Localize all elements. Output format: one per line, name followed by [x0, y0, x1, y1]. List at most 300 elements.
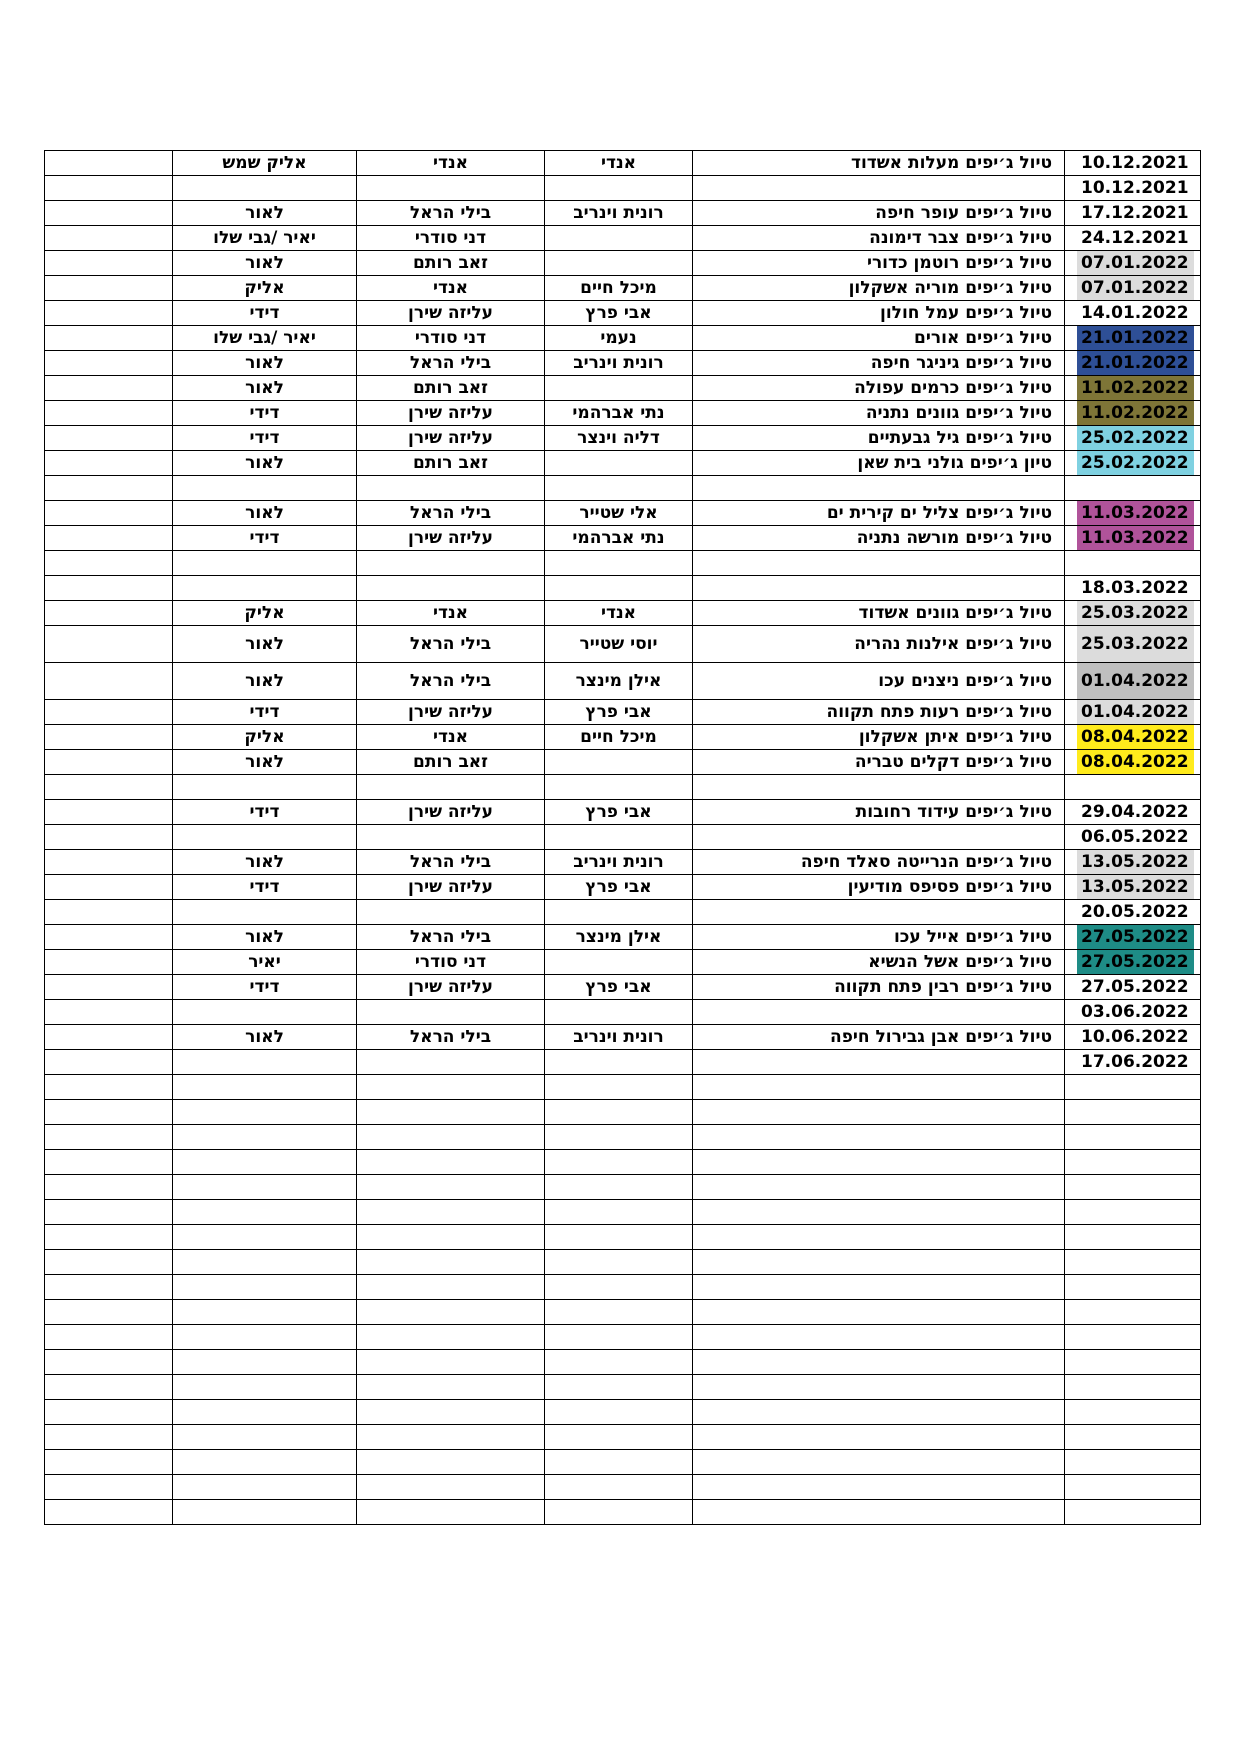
staff-cell: לאור	[173, 1025, 357, 1050]
date-text: 07.01.2022	[1077, 277, 1193, 299]
notes-cell	[45, 1125, 173, 1150]
date-cell	[1065, 1400, 1201, 1425]
date-cell	[1065, 176, 1201, 201]
date-text: 27.05.2022	[1077, 926, 1193, 948]
event-cell: טיול ג׳יפים עופר חיפה	[693, 201, 1065, 226]
table-row	[45, 201, 1201, 226]
contact-cell	[545, 476, 693, 501]
guide-cell: אנדי	[357, 276, 545, 301]
date-cell	[1065, 950, 1201, 975]
date-cell	[1065, 551, 1201, 576]
notes-cell	[45, 1475, 173, 1500]
table-row	[45, 601, 1201, 626]
table-row	[45, 825, 1201, 850]
date-cell	[1065, 1450, 1201, 1475]
event-cell	[693, 1225, 1065, 1250]
guide-cell	[357, 1375, 545, 1400]
contact-cell	[545, 1125, 693, 1150]
date-text: 18.03.2022	[1081, 578, 1189, 598]
staff-cell: דידי	[173, 401, 357, 426]
event-cell: טיול ג׳יפים הנרייטה סאלד חיפה	[693, 850, 1065, 875]
event-cell	[693, 1150, 1065, 1175]
staff-cell	[173, 1075, 357, 1100]
notes-cell	[45, 1325, 173, 1350]
guide-cell	[357, 1250, 545, 1275]
notes-cell	[45, 426, 173, 451]
staff-cell: אליק שמש	[173, 151, 357, 176]
table-row	[45, 1325, 1201, 1350]
notes-cell	[45, 601, 173, 626]
date-text: 11.02.2022	[1077, 377, 1193, 399]
guide-cell: עליזה שירן	[357, 426, 545, 451]
staff-cell: לאור	[173, 451, 357, 476]
guide-cell: דני סודרי	[357, 226, 545, 251]
event-cell: טיול ג׳יפים מוריה אשקלון	[693, 276, 1065, 301]
notes-cell	[45, 800, 173, 825]
contact-cell	[545, 251, 693, 276]
contact-cell	[545, 1175, 693, 1200]
staff-cell: דידי	[173, 875, 357, 900]
staff-cell: אליק	[173, 725, 357, 750]
staff-cell	[173, 1300, 357, 1325]
guide-cell: זאב רותם	[357, 376, 545, 401]
guide-cell	[357, 1350, 545, 1375]
date-cell	[1065, 1175, 1201, 1200]
date-text: 17.06.2022	[1081, 1052, 1189, 1072]
event-cell	[693, 825, 1065, 850]
guide-cell: בילי הראל	[357, 501, 545, 526]
guide-cell	[357, 825, 545, 850]
staff-cell: לאור	[173, 750, 357, 775]
guide-cell	[357, 1200, 545, 1225]
guide-cell: עליזה שירן	[357, 301, 545, 326]
event-cell: טיול ג׳יפים עמל חולון	[693, 301, 1065, 326]
notes-cell	[45, 1200, 173, 1225]
date-cell	[1065, 251, 1201, 276]
guide-cell	[357, 1150, 545, 1175]
staff-cell	[173, 1175, 357, 1200]
table-row	[45, 401, 1201, 426]
staff-cell	[173, 1375, 357, 1400]
guide-cell	[357, 1050, 545, 1075]
date-cell	[1065, 875, 1201, 900]
notes-cell	[45, 551, 173, 576]
staff-cell: לאור	[173, 501, 357, 526]
event-cell	[693, 1325, 1065, 1350]
staff-cell	[173, 1350, 357, 1375]
guide-cell: בילי הראל	[357, 626, 545, 663]
table-row	[45, 1175, 1201, 1200]
notes-cell	[45, 725, 173, 750]
table-row	[45, 1025, 1201, 1050]
date-text: 10.12.2021	[1081, 178, 1189, 198]
date-cell	[1065, 451, 1201, 476]
staff-cell: אליק	[173, 276, 357, 301]
table-row	[45, 1425, 1201, 1450]
notes-cell	[45, 501, 173, 526]
contact-cell	[545, 1300, 693, 1325]
guide-cell	[357, 1000, 545, 1025]
notes-cell	[45, 301, 173, 326]
notes-cell	[45, 1250, 173, 1275]
contact-cell	[545, 1000, 693, 1025]
event-cell: טיול ג׳יפים ניצנים עכו	[693, 663, 1065, 700]
table-row	[45, 451, 1201, 476]
date-cell	[1065, 1100, 1201, 1125]
notes-cell	[45, 151, 173, 176]
date-text: 25.03.2022	[1077, 602, 1193, 624]
contact-cell	[545, 1200, 693, 1225]
table-row	[45, 725, 1201, 750]
notes-cell	[45, 526, 173, 551]
date-text: 08.04.2022	[1077, 751, 1193, 773]
table-row	[45, 850, 1201, 875]
date-cell	[1065, 1250, 1201, 1275]
staff-cell	[173, 1475, 357, 1500]
table-row	[45, 526, 1201, 551]
notes-cell	[45, 1075, 173, 1100]
guide-cell: עליזה שירן	[357, 401, 545, 426]
contact-cell	[545, 1475, 693, 1500]
table-row	[45, 1250, 1201, 1275]
staff-cell	[173, 1225, 357, 1250]
date-text: 27.05.2022	[1077, 951, 1193, 973]
table-row	[45, 900, 1201, 925]
date-text: 14.01.2022	[1081, 303, 1189, 323]
date-cell	[1065, 1225, 1201, 1250]
table-row	[45, 1150, 1201, 1175]
staff-cell: יאיר /גבי שלו	[173, 326, 357, 351]
event-cell	[693, 551, 1065, 576]
date-cell	[1065, 1050, 1201, 1075]
guide-cell	[357, 1225, 545, 1250]
event-cell	[693, 1275, 1065, 1300]
staff-cell: לאור	[173, 663, 357, 700]
date-cell	[1065, 1275, 1201, 1300]
notes-cell	[45, 1000, 173, 1025]
notes-cell	[45, 326, 173, 351]
event-cell: טיול ג׳יפים עידוד רחובות	[693, 800, 1065, 825]
date-text: 11.03.2022	[1077, 502, 1193, 524]
guide-cell: עליזה שירן	[357, 700, 545, 725]
guide-cell: אנדי	[357, 725, 545, 750]
notes-cell	[45, 825, 173, 850]
contact-cell	[545, 1425, 693, 1450]
event-cell: טיול ג׳יפים גיל גבעתיים	[693, 426, 1065, 451]
table-row	[45, 426, 1201, 451]
contact-cell: אילן מינצר	[545, 663, 693, 700]
event-cell: טיול ג׳יפים פסיפס מודיעין	[693, 875, 1065, 900]
guide-cell: בילי הראל	[357, 351, 545, 376]
table-row	[45, 975, 1201, 1000]
staff-cell	[173, 576, 357, 601]
schedule-table	[44, 150, 1201, 1525]
notes-cell	[45, 276, 173, 301]
event-cell: טיול ג׳יפים רוטמן כדורי	[693, 251, 1065, 276]
table-row	[45, 176, 1201, 201]
staff-cell	[173, 176, 357, 201]
table-row	[45, 1475, 1201, 1500]
guide-cell	[357, 551, 545, 576]
contact-cell	[545, 176, 693, 201]
staff-cell	[173, 1150, 357, 1175]
date-cell	[1065, 626, 1201, 663]
event-cell: טיול ג׳יפים דקלים טבריה	[693, 750, 1065, 775]
contact-cell: מיכל חיים	[545, 276, 693, 301]
contact-cell: נתי אברהמי	[545, 526, 693, 551]
event-cell: טיול ג׳יפים אילנות נהריה	[693, 626, 1065, 663]
date-cell	[1065, 476, 1201, 501]
contact-cell	[545, 1250, 693, 1275]
event-cell: טיול ג׳יפים רבין פתח תקווה	[693, 975, 1065, 1000]
date-cell	[1065, 526, 1201, 551]
contact-cell: אלי שטייר	[545, 501, 693, 526]
event-cell	[693, 1350, 1065, 1375]
date-text: 11.03.2022	[1077, 527, 1193, 549]
notes-cell	[45, 700, 173, 725]
date-cell	[1065, 151, 1201, 176]
contact-cell	[545, 1500, 693, 1525]
staff-cell: דידי	[173, 800, 357, 825]
table-row	[45, 1400, 1201, 1425]
contact-cell	[545, 1375, 693, 1400]
contact-cell: נעמי	[545, 326, 693, 351]
date-cell	[1065, 725, 1201, 750]
notes-cell	[45, 1175, 173, 1200]
contact-cell	[545, 1400, 693, 1425]
event-cell: טיול ג׳יפים איתן אשקלון	[693, 725, 1065, 750]
event-cell: טיול ג׳יפים אשל הנשיא	[693, 950, 1065, 975]
table-row	[45, 1000, 1201, 1025]
date-text: 07.01.2022	[1077, 252, 1193, 274]
notes-cell	[45, 251, 173, 276]
date-text: 29.04.2022	[1081, 802, 1189, 822]
table-row	[45, 301, 1201, 326]
table-row	[45, 1375, 1201, 1400]
date-text: 24.12.2021	[1081, 228, 1189, 248]
table-row	[45, 501, 1201, 526]
contact-cell: אבי פרץ	[545, 800, 693, 825]
event-cell	[693, 1475, 1065, 1500]
guide-cell: דני סודרי	[357, 326, 545, 351]
notes-cell	[45, 950, 173, 975]
date-cell	[1065, 1475, 1201, 1500]
date-cell	[1065, 825, 1201, 850]
date-text: 21.01.2022	[1077, 352, 1193, 374]
guide-cell: זאב רותם	[357, 251, 545, 276]
date-cell	[1065, 900, 1201, 925]
contact-cell	[545, 1450, 693, 1475]
date-text: 27.05.2022	[1081, 977, 1189, 997]
date-cell	[1065, 201, 1201, 226]
staff-cell: דידי	[173, 426, 357, 451]
event-cell: טיול ג׳יפים גוונים אשדוד	[693, 601, 1065, 626]
contact-cell	[545, 950, 693, 975]
guide-cell	[357, 1475, 545, 1500]
event-cell	[693, 1100, 1065, 1125]
table-row	[45, 925, 1201, 950]
contact-cell	[545, 775, 693, 800]
contact-cell	[545, 576, 693, 601]
event-cell: טיול ג׳יפים רעות פתח תקווה	[693, 700, 1065, 725]
table-row	[45, 226, 1201, 251]
staff-cell	[173, 1125, 357, 1150]
date-cell	[1065, 501, 1201, 526]
table-row	[45, 1050, 1201, 1075]
contact-cell: אבי פרץ	[545, 301, 693, 326]
staff-cell: אליק	[173, 601, 357, 626]
guide-cell	[357, 1275, 545, 1300]
table-row	[45, 775, 1201, 800]
contact-cell	[545, 825, 693, 850]
event-cell	[693, 1075, 1065, 1100]
table-row	[45, 1225, 1201, 1250]
staff-cell	[173, 476, 357, 501]
contact-cell	[545, 1075, 693, 1100]
guide-cell	[357, 1425, 545, 1450]
contact-cell	[545, 900, 693, 925]
table-row	[45, 750, 1201, 775]
guide-cell: עליזה שירן	[357, 875, 545, 900]
table-row	[45, 1500, 1201, 1525]
table-row	[45, 476, 1201, 501]
staff-cell: דידי	[173, 975, 357, 1000]
date-cell	[1065, 351, 1201, 376]
guide-cell	[357, 1175, 545, 1200]
notes-cell	[45, 775, 173, 800]
table-row	[45, 1275, 1201, 1300]
contact-cell	[545, 226, 693, 251]
date-cell	[1065, 1325, 1201, 1350]
contact-cell: רונית וינריב	[545, 850, 693, 875]
staff-cell: יאיר	[173, 950, 357, 975]
notes-cell	[45, 1375, 173, 1400]
date-text: 03.06.2022	[1081, 1002, 1189, 1022]
guide-cell: זאב רותם	[357, 451, 545, 476]
guide-cell	[357, 576, 545, 601]
date-cell	[1065, 1125, 1201, 1150]
guide-cell: זאב רותם	[357, 750, 545, 775]
staff-cell: דידי	[173, 526, 357, 551]
contact-cell: אבי פרץ	[545, 875, 693, 900]
guide-cell: עליזה שירן	[357, 975, 545, 1000]
date-cell	[1065, 800, 1201, 825]
date-cell	[1065, 1200, 1201, 1225]
staff-cell	[173, 1325, 357, 1350]
notes-cell	[45, 1225, 173, 1250]
guide-cell	[357, 176, 545, 201]
table-row	[45, 576, 1201, 601]
date-cell	[1065, 925, 1201, 950]
event-cell	[693, 900, 1065, 925]
staff-cell	[173, 1200, 357, 1225]
event-cell: טיול ג׳יפים מורשה נתניה	[693, 526, 1065, 551]
table-row	[45, 700, 1201, 725]
event-cell	[693, 176, 1065, 201]
event-cell: טיול ג׳יפים אבן גבירול חיפה	[693, 1025, 1065, 1050]
event-cell	[693, 1400, 1065, 1425]
table-row	[45, 376, 1201, 401]
date-text: 21.01.2022	[1077, 327, 1193, 349]
table-row	[45, 1350, 1201, 1375]
staff-cell: לאור	[173, 251, 357, 276]
date-cell	[1065, 1075, 1201, 1100]
guide-cell	[357, 1400, 545, 1425]
staff-cell	[173, 1050, 357, 1075]
event-cell: טיון ג׳יפים גולני בית שאן	[693, 451, 1065, 476]
guide-cell: בילי הראל	[357, 663, 545, 700]
table-row	[45, 1200, 1201, 1225]
staff-cell	[173, 551, 357, 576]
date-cell	[1065, 276, 1201, 301]
event-cell	[693, 1175, 1065, 1200]
notes-cell	[45, 376, 173, 401]
contact-cell: רונית וינריב	[545, 1025, 693, 1050]
notes-cell	[45, 975, 173, 1000]
table-row	[45, 875, 1201, 900]
notes-cell	[45, 1050, 173, 1075]
date-text: 08.04.2022	[1077, 726, 1193, 748]
event-cell	[693, 775, 1065, 800]
contact-cell	[545, 376, 693, 401]
guide-cell: אנדי	[357, 151, 545, 176]
date-cell	[1065, 975, 1201, 1000]
contact-cell: אנדי	[545, 601, 693, 626]
table-row	[45, 1300, 1201, 1325]
notes-cell	[45, 925, 173, 950]
event-cell	[693, 1200, 1065, 1225]
staff-cell: לאור	[173, 850, 357, 875]
contact-cell: אנדי	[545, 151, 693, 176]
date-cell	[1065, 850, 1201, 875]
staff-cell: לאור	[173, 201, 357, 226]
notes-cell	[45, 1300, 173, 1325]
table-row	[45, 151, 1201, 176]
event-cell: טיול ג׳יפים מעלות אשדוד	[693, 151, 1065, 176]
date-text: 25.02.2022	[1077, 427, 1193, 449]
event-cell	[693, 1050, 1065, 1075]
notes-cell	[45, 576, 173, 601]
date-cell	[1065, 1375, 1201, 1400]
event-cell	[693, 576, 1065, 601]
table-row	[45, 1125, 1201, 1150]
guide-cell	[357, 775, 545, 800]
date-cell	[1065, 326, 1201, 351]
guide-cell	[357, 900, 545, 925]
guide-cell	[357, 1300, 545, 1325]
contact-cell: נתי אברהמי	[545, 401, 693, 426]
event-cell	[693, 1000, 1065, 1025]
contact-cell: רונית וינריב	[545, 351, 693, 376]
staff-cell: לאור	[173, 351, 357, 376]
staff-cell	[173, 1275, 357, 1300]
date-text: 10.06.2022	[1081, 1027, 1189, 1047]
staff-cell: יאיר /גבי שלו	[173, 226, 357, 251]
staff-cell: דידי	[173, 301, 357, 326]
table-row	[45, 251, 1201, 276]
contact-cell: יוסי שטייר	[545, 626, 693, 663]
contact-cell	[545, 1350, 693, 1375]
staff-cell: לאור	[173, 376, 357, 401]
table-row	[45, 663, 1201, 700]
table-row	[45, 1100, 1201, 1125]
date-cell	[1065, 401, 1201, 426]
staff-cell	[173, 1100, 357, 1125]
contact-cell	[545, 750, 693, 775]
date-cell	[1065, 301, 1201, 326]
contact-cell	[545, 1325, 693, 1350]
date-text: 25.03.2022	[1077, 633, 1193, 655]
